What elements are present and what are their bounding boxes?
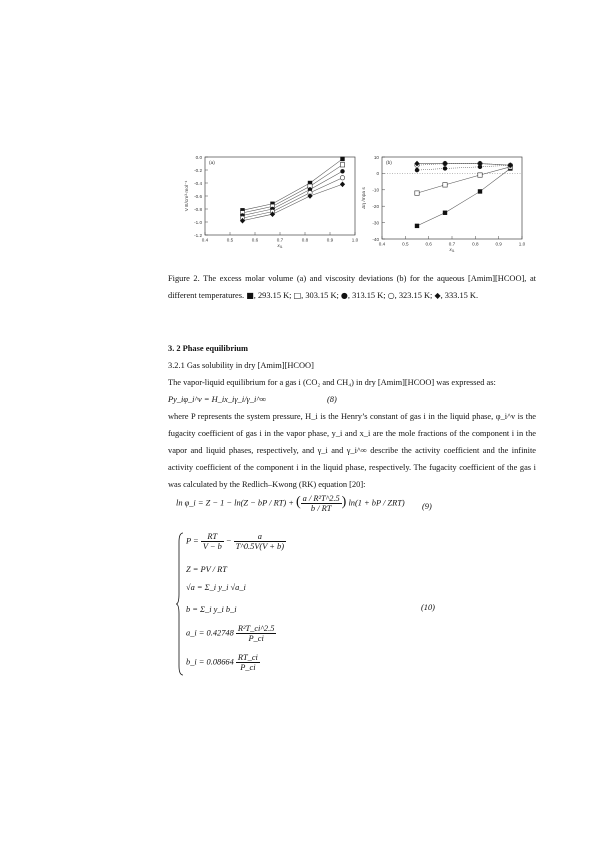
x-tick-label: 0.8 xyxy=(472,241,479,247)
subsection-heading: 3.2.1 Gas solubility in dry [Amim][HCOO] xyxy=(168,361,314,370)
panel-label: (b) xyxy=(386,161,392,166)
series-line xyxy=(243,165,343,213)
panel-b xyxy=(361,155,526,253)
eq9-right: ln(1 + bP / ZRT) xyxy=(348,498,405,508)
y-tick-label: -20 xyxy=(372,204,379,209)
data-point xyxy=(340,163,344,167)
x-tick-label: 0.7 xyxy=(448,241,456,247)
y-tick-label: 10 xyxy=(373,154,379,160)
caption-t4: , 323.15 K; xyxy=(394,291,433,300)
x-tick-label: 0.9 xyxy=(495,241,502,247)
y-tick-label: -0.2 xyxy=(194,167,202,173)
filled-diamond-icon: ◆ xyxy=(434,291,441,300)
paragraph-1: The vapor-liquid equilibrium for a gas i (CO₂ and CH₄) in dry [Amim][HCOO] was expressed as: xyxy=(168,378,496,387)
x-axis-label: $x_{IL}$ xyxy=(277,244,283,250)
eq9-fraction xyxy=(301,494,342,513)
data-point xyxy=(443,183,447,187)
caption-text: Figure 2. The excess molar volume (a) and viscosity deviations (b) for the aqueous [Amim][HCOO], at different temperatures. xyxy=(168,274,536,300)
equation-10-number: (10) xyxy=(421,603,435,612)
data-point xyxy=(340,182,345,188)
y-tick-label: 0 xyxy=(376,171,379,177)
section-heading: 3. 2 Phase equilibrium xyxy=(168,344,249,353)
eq10-f1-top: RT xyxy=(201,532,224,542)
x-tick-label: 0.5 xyxy=(226,237,234,243)
eq10-minus: − xyxy=(225,536,232,546)
x-tick-label: 0.4 xyxy=(378,241,386,247)
eq10-l5-bot: P_ci xyxy=(248,634,264,643)
figure-2 xyxy=(0,0,595,280)
open-circle-icon: ○ xyxy=(387,291,395,300)
brace-icon xyxy=(176,532,184,676)
figure-caption xyxy=(168,270,536,304)
data-point xyxy=(478,189,482,193)
filled-square-icon: ■ xyxy=(246,291,254,300)
series-line xyxy=(243,171,343,215)
caption-t1: , 293.15 K; xyxy=(253,291,292,300)
x-tick-label: 0.7 xyxy=(276,237,284,243)
data-point xyxy=(443,211,447,215)
panel-a xyxy=(184,155,359,249)
eq10-line-1 xyxy=(186,532,286,551)
eq10-line-5 xyxy=(186,624,276,643)
equation-8-number: (8) xyxy=(327,395,337,404)
panel-label: (a) xyxy=(209,161,215,166)
eq10-ai: a_i = 0.42748 xyxy=(186,628,234,638)
data-point xyxy=(415,168,419,172)
data-point xyxy=(340,176,344,180)
caption-t2: , 303.15 K; xyxy=(301,291,339,300)
eq9-frac-bot: b / RT xyxy=(310,504,332,513)
data-point xyxy=(478,173,482,177)
eq10-f2-bot: T^0.5V(V + b) xyxy=(235,542,285,551)
y-tick-label: -1.2 xyxy=(194,232,202,238)
y-tick-label: -10 xyxy=(372,187,379,193)
y-tick-label: -0.4 xyxy=(194,180,202,186)
x-tick-label: 1.0 xyxy=(351,237,359,243)
data-point xyxy=(415,224,419,228)
eq10-line-6 xyxy=(186,653,260,672)
eq9-frac-top: a / R²T^2.5 xyxy=(302,494,340,503)
eq10-line-3: √a = Σ_i y_i √a_i xyxy=(186,583,246,592)
y-tick-label: -0.6 xyxy=(194,193,202,199)
eq10-f1-bot: V − b xyxy=(202,542,222,551)
eq10-line-2: Z = PV / RT xyxy=(186,565,227,574)
x-tick-label: 1.0 xyxy=(518,241,526,247)
eq9-left: ln φ_i = Z − 1 − ln(Z − bP / RT) + xyxy=(176,498,294,508)
caption-t3: , 313.15 K; xyxy=(347,291,386,300)
data-point xyxy=(443,166,447,170)
series-line xyxy=(417,167,510,193)
y-tick-label: 0.0 xyxy=(195,154,202,160)
y-axis-label: V E/cm³·mol⁻¹ xyxy=(185,180,190,212)
y-tick-label: -40 xyxy=(372,236,379,242)
eq10-p: P = xyxy=(186,536,199,546)
filled-circle-icon: ● xyxy=(340,291,348,300)
x-tick-label: 0.8 xyxy=(301,237,309,243)
y-axis-label: Δη /mpa s xyxy=(362,187,367,209)
data-point xyxy=(442,161,447,167)
equation-9-number: (9) xyxy=(422,502,432,511)
equation-8-body: Py_iφ_i^v = H_ix_iγ_i/γ_i^∞ xyxy=(168,395,266,404)
data-point xyxy=(415,191,419,195)
eq10-f2-top: a xyxy=(234,532,286,542)
x-tick-label: 0.5 xyxy=(402,241,409,247)
eq10-l6-top: RT_ci xyxy=(237,653,258,662)
data-point xyxy=(340,169,344,173)
y-tick-label: -1.0 xyxy=(194,219,202,225)
series-line xyxy=(417,168,510,225)
data-point xyxy=(477,161,482,167)
x-tick-label: 0.6 xyxy=(251,237,259,243)
equation-9: ln φ_i = Z − 1 − ln(Z − bP / RT) + ( $\frac{\text{a / R²T\textasciicircum{}2.5}}{b / RT}$ ) ln(1 + bP / ZRT) (9) xyxy=(176,494,432,513)
x-axis-label: $x_{IL}$ xyxy=(449,248,455,254)
x-tick-label: 0.9 xyxy=(326,237,334,243)
open-square-icon: □ xyxy=(293,291,302,300)
eq10-line-4: b = Σ_i y_i b_i xyxy=(186,605,237,614)
x-tick-label: 0.6 xyxy=(425,241,432,247)
y-tick-label: -0.8 xyxy=(194,206,202,212)
data-point xyxy=(340,157,344,161)
y-tick-label: -30 xyxy=(372,220,379,226)
equation-8 xyxy=(168,391,536,408)
eq10-bi: b_i = 0.08664 xyxy=(186,657,234,667)
plot-frame xyxy=(205,157,355,235)
eq10-l5-top: R²T_ci^2.5 xyxy=(237,624,275,633)
paragraph-2: where P represents the system pressure, H_i is the Henry’s constant of gas i in the liquid phase, φ_i^v is the fugacity coefficient of gas i in the vapor phase, y_i and x_i are the mole fractions of the component i in the vapor and liquid phases, respectively, and γ_i and γ_i^∞ describe the activity coefficient and the infinite activity coefficient of the component i in the liquid phase, respectively. The fugacity coefficient of the gas i was calculated by the Redlich–Kwong (RK) equation [20]: xyxy=(168,412,536,489)
eq10-l6-bot: P_ci xyxy=(240,663,256,672)
x-tick-label: 0.4 xyxy=(201,237,209,243)
series-line xyxy=(243,184,343,220)
series-line xyxy=(417,165,510,170)
caption-t5: , 333.15 K. xyxy=(440,291,479,300)
